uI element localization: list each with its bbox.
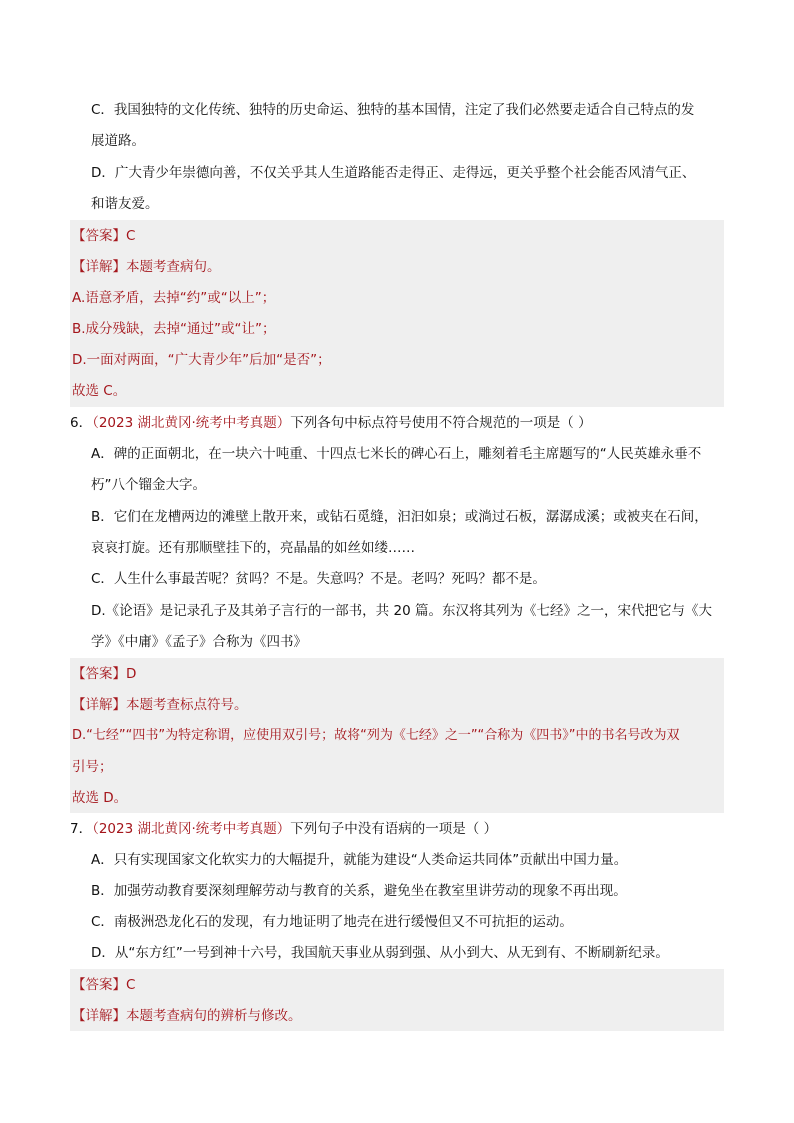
q6-option-a-line1: A．碑的正面朝北，在一块六十吨重、十四点七米长的碑心石上，雕刻着毛主席题写的“人民英雄永垂不 <box>91 446 702 462</box>
q7-option-d: D．从“东方红”一号到神十六号，我国航天事业从弱到强、从小到大、从无到有、不断刷新纪录。 <box>91 945 669 961</box>
question-number: 7． <box>70 821 93 837</box>
prev-explanation-b: B.成分残缺，去掉“通过”或“让”； <box>72 321 276 337</box>
question-source: （2023 湖北黄冈·统考中考真题） <box>92 821 291 837</box>
q7-option-b: B．加强劳动教育要深刻理解劳动与教育的关系，避免坐在教室里讲劳动的现象不再出现。 <box>91 883 627 899</box>
question-text: 下列句子中没有语病的一项是（ ） <box>290 821 498 837</box>
q6-explanation-line1: D.“七经”“四书”为特定称谓，应使用双引号；故将“列为《七经》之一”“合称为《四书》”中的书名号改为双 <box>72 728 680 743</box>
q7-option-a: A．只有实现国家文化软实力的大幅提升，就能为建设“人类命运共同体”贡献出中国力量。 <box>91 852 628 868</box>
q6-option-d-line1: D.《论语》是记录孔子及其弟子言行的一部书，共 20 篇。东汉将其列为《七经》之一，宋代把它与《大 <box>91 603 712 619</box>
q6-detail <box>72 695 248 715</box>
answer-value: C <box>126 977 136 993</box>
prev-answer <box>72 226 135 246</box>
detail-label: 【详解】 <box>72 697 126 713</box>
answer-label: 【答案】 <box>72 666 126 682</box>
q6-explanation-line2: 引号； <box>72 759 113 775</box>
detail-text: 本题考查病句。 <box>126 259 221 275</box>
q6-option-d-line2: 学》《中庸》《孟子》合称为《四书》 <box>91 634 307 650</box>
prev-detail <box>72 257 221 277</box>
prev-option-c-line1: C．我国独特的文化传统、独特的历史命运、独特的基本国情，注定了我们必然要走适合自己特点的发 <box>91 102 695 118</box>
q6-option-b-line1: B．它们在龙槽两边的滩壁上散开来，或钻石觅缝，汩汩如泉；或淌过石板，潺潺成溪；或被夹在石间， <box>91 509 708 525</box>
prev-explanation-d: D.一面对两面，“广大青少年”后加“是否”； <box>72 352 331 368</box>
answer-value: D <box>126 666 137 682</box>
q7-option-c: C．南极洲恐龙化石的发现，有力地证明了地壳在进行缓慢但又不可抗拒的运动。 <box>91 914 573 930</box>
q6-conclusion: 故选 D。 <box>72 790 128 806</box>
q7-answer <box>72 975 135 995</box>
question-source: （2023 湖北黄冈·统考中考真题） <box>92 415 291 431</box>
q6-option-b-line2: 哀哀打旋。还有那顺壁挂下的，亮晶晶的如丝如缕…… <box>91 540 415 556</box>
answer-label: 【答案】 <box>72 228 126 244</box>
question-text: 下列各句中标点符号使用不符合规范的一项是（ ） <box>290 415 592 431</box>
question-6-stem <box>70 413 592 433</box>
question-number: 6． <box>70 415 93 431</box>
detail-label: 【详解】 <box>72 259 126 275</box>
q6-answer <box>72 664 136 684</box>
question-7-stem <box>70 819 497 839</box>
q6-option-a-line2: 朽”八个镏金大字。 <box>91 477 206 493</box>
prev-option-d-line2: 和谐友爱。 <box>91 196 159 212</box>
answer-value: C <box>126 228 136 244</box>
prev-answer-block <box>70 220 724 407</box>
answer-label: 【答案】 <box>72 977 126 993</box>
q6-option-c: C．人生什么事最苦呢？贫吗？不是。失意吗？不是。老吗？死吗？都不是。 <box>91 571 546 587</box>
detail-text: 本题考查病句的辨析与修改。 <box>126 1008 302 1024</box>
prev-option-d-line1: D．广大青少年崇德向善，不仅关乎其人生道路能否走得正、走得远，更关乎整个社会能否风清气正、 <box>91 165 696 181</box>
prev-conclusion: 故选 C。 <box>72 383 127 399</box>
detail-text: 本题考查标点符号。 <box>126 697 248 713</box>
prev-option-c-line2: 展道路。 <box>91 133 145 149</box>
prev-explanation-a: A.语意矛盾，去掉“约”或“以上”； <box>72 290 276 306</box>
detail-label: 【详解】 <box>72 1008 126 1024</box>
q7-detail <box>72 1006 302 1026</box>
